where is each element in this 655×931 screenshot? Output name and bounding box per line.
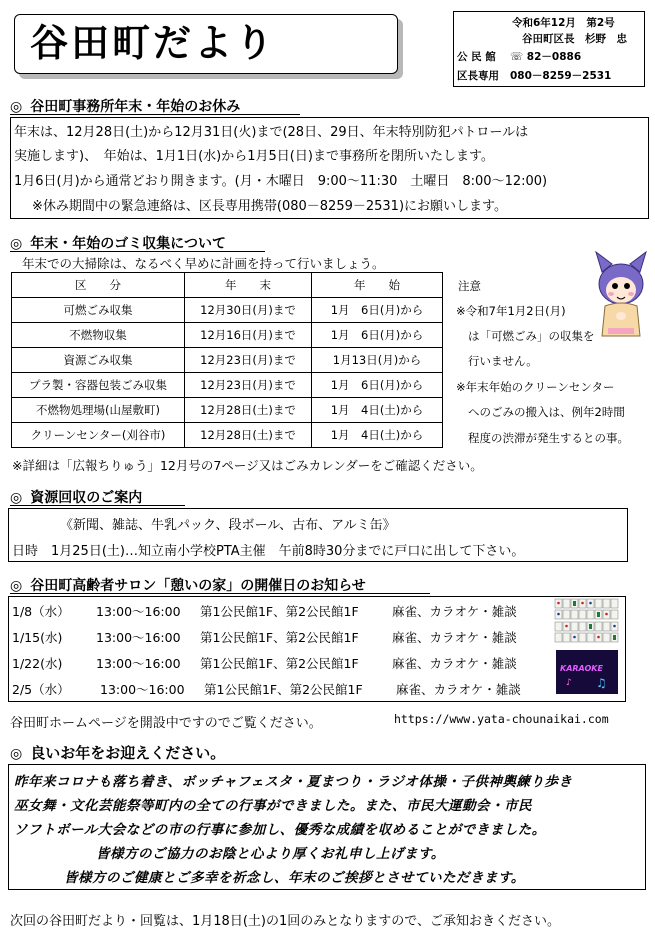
note-line: ※令和7年1月2日(月) <box>456 304 566 318</box>
table-row <box>12 423 443 448</box>
note-line: へのごみの搬入は、例年2時間 <box>468 405 625 419</box>
salon-time: 13:00～16:00 <box>96 656 181 671</box>
table-cell: 12月28日(土)まで <box>185 398 312 423</box>
section3-heading <box>10 487 142 507</box>
karaoke-label: KARAOKE <box>560 664 603 673</box>
music-note-icon: ♫ <box>596 676 607 690</box>
salon-activity: 麻雀、カラオケ・雑談 <box>392 630 517 645</box>
section5-title: 良いお年をお迎えください。 <box>30 744 226 762</box>
section1-heading <box>10 96 240 116</box>
salon-date: 1/22(水) <box>12 656 63 671</box>
garbage-schedule-table <box>11 272 443 448</box>
section1-line: ※休み期間中の緊急連絡は、区長専用携帯(080－8259－2531)にお願いします。 <box>32 199 507 214</box>
table-cell: 12月23日(月)まで <box>185 348 312 373</box>
table-row <box>12 298 443 323</box>
table-header: 区 分 <box>12 273 185 298</box>
salon-place: 第1公民館1F、第2公民館1F <box>200 656 359 671</box>
recycle-items: 《新聞、雑誌、牛乳パック、段ボール、古布、アルミ缶》 <box>60 518 396 533</box>
section4-heading <box>10 575 366 595</box>
table-row <box>12 373 443 398</box>
salon-activity: 麻雀、カラオケ・雑談 <box>396 682 521 697</box>
bullseye-icon: ◎ <box>10 578 23 594</box>
table-row <box>12 398 443 423</box>
salon-place: 第1公民館1F、第2公民館1F <box>204 682 363 697</box>
hall-tel: ☏ 82－0886 <box>510 51 582 63</box>
salon-activity: 麻雀、カラオケ・雑談 <box>392 656 517 671</box>
salon-time: 13:00～16:00 <box>96 630 181 645</box>
note-line: ※年末年始のクリーンセンター <box>456 380 615 394</box>
note-line: 行いません。 <box>468 354 538 368</box>
note-heading: 注意 <box>458 279 481 293</box>
table-cell: 不燃物処理場(山屋敷町) <box>12 398 185 423</box>
salon-date: 1/15(水) <box>12 630 63 645</box>
bullseye-icon: ◎ <box>10 99 23 115</box>
salon-time: 13:00～16:00 <box>100 682 185 697</box>
salon-place: 第1公民館1F、第2公民館1F <box>200 604 359 619</box>
mascot-illustration <box>592 250 650 340</box>
salon-time: 13:00～16:00 <box>96 604 181 619</box>
karaoke-image <box>556 650 618 694</box>
mahjong-tiles-image <box>554 598 620 644</box>
note-line: は「可燃ごみ」の収集を <box>468 329 595 343</box>
greeting-line: 昨年来コロナも落ち着き、ボッチャフェスタ・夏まつり・ラジオ体操・子供神輿練り歩き <box>14 774 573 790</box>
salon-date: 1/8（水） <box>12 604 70 619</box>
salon-place: 第1公民館1F、第2公民館1F <box>200 630 359 645</box>
table-cell: 1月 6日(月)から <box>312 323 443 348</box>
note-line: 程度の渋滞が発生するとの事。 <box>468 431 629 445</box>
section2-heading <box>10 233 226 253</box>
table-cell: 12月28日(土)まで <box>185 423 312 448</box>
bullseye-icon: ◎ <box>10 490 23 506</box>
section2-title: 年末・年始のゴミ収集について <box>30 236 226 252</box>
section2-underline <box>10 251 265 252</box>
table-header: 年 末 <box>185 273 312 298</box>
table-cell: 不燃物収集 <box>12 323 185 348</box>
table-cell: 12月23日(月)まで <box>185 373 312 398</box>
section4-title: 谷田町高齢者サロン「憩いの家」の開催日のお知らせ <box>30 578 366 594</box>
issue-date: 令和6年12月 第2号 <box>512 17 615 29</box>
salon-date: 2/5（水） <box>12 682 70 697</box>
homepage-text: 谷田町ホームページを開設中ですのでご覧ください。 <box>10 716 322 731</box>
table-header-row <box>12 273 443 298</box>
table-cell: 資源ごみ収集 <box>12 348 185 373</box>
section2-footnote: ※詳細は「広報ちりゅう」12月号の7ページ又はごみカレンダーをご確認ください。 <box>12 458 483 473</box>
salon-activity: 麻雀、カラオケ・雑談 <box>392 604 517 619</box>
mobile-tel: 080－8259－2531 <box>510 70 612 82</box>
hall-label: 公 民 館 <box>457 51 496 63</box>
homepage-url[interactable]: https://www.yata-chounaikai.com <box>394 712 609 726</box>
table-cell: 1月13日(月)から <box>312 348 443 373</box>
chief-name: 谷田町区長 杉野 忠 <box>522 33 627 45</box>
section1-underline <box>10 114 300 115</box>
mobile-label: 区長専用 <box>457 70 499 82</box>
section1-line: 1月6日(月)から通常どおり開きます。(月・木曜日 9:00～11:30 土曜日 8:00～12:00) <box>14 174 548 189</box>
bullseye-icon: ◎ <box>10 236 23 252</box>
page-title: 谷田町だより <box>30 21 277 65</box>
section4-underline <box>10 593 430 594</box>
table-cell: 1月 4日(土)から <box>312 423 443 448</box>
section3-underline <box>10 505 185 506</box>
greeting-line: ソフトボール大会などの市の行事に参加し、優秀な成績を収めることができました。 <box>14 822 546 838</box>
footer-note: 次回の谷田町だより・回覧は、1月18日(土)の1回のみとなりますので、ご承知おきください。 <box>10 914 560 929</box>
table-row <box>12 323 443 348</box>
section2-intro: 年末での大掃除は、なるべく早めに計画を持って行いましょう。 <box>22 256 385 271</box>
section5-heading <box>10 742 225 763</box>
section3-title: 資源回収のご案内 <box>30 490 143 506</box>
table-cell: 1月 4日(土)から <box>312 398 443 423</box>
section1-line: 年末は、12月28日(土)から12月31日(火)まで(28日、29日、年末特別防犯パトロールは <box>14 125 529 140</box>
info-box <box>453 11 645 87</box>
bullseye-icon: ◎ <box>10 746 23 762</box>
table-cell: 1月 6日(月)から <box>312 298 443 323</box>
table-cell: クリーンセンター(刈谷市) <box>12 423 185 448</box>
table-cell: 12月30日(月)まで <box>185 298 312 323</box>
table-cell: 12月16日(月)まで <box>185 323 312 348</box>
table-cell: プラ製・容器包装ごみ収集 <box>12 373 185 398</box>
greeting-line: 皆様方のご協力のお陰と心より厚くお礼申し上げます。 <box>96 846 445 862</box>
music-note-icon: ♪ <box>566 678 572 688</box>
section1-title: 谷田町事務所年末・年始のお休み <box>30 99 241 115</box>
table-cell: 1月 6日(月)から <box>312 373 443 398</box>
recycle-schedule: 日時 1月25日(土)…知立南小学校PTA主催 午前8時30分までに戸口に出して下さい。 <box>12 544 525 559</box>
table-row <box>12 348 443 373</box>
greeting-line: 皆様方のご健康とご多幸を祈念し、年末のご挨拶とさせていただきます。 <box>64 870 525 886</box>
section1-line: 実施します)、 年始は、1月1日(水)から1月5日(日)まで事務所を閉所いたします。 <box>14 149 494 164</box>
table-cell: 可燃ごみ収集 <box>12 298 185 323</box>
table-header: 年 始 <box>312 273 443 298</box>
greeting-line: 巫女舞・文化芸能祭等町内の全ての行事ができました。また、市民大運動会・市民 <box>14 798 532 814</box>
